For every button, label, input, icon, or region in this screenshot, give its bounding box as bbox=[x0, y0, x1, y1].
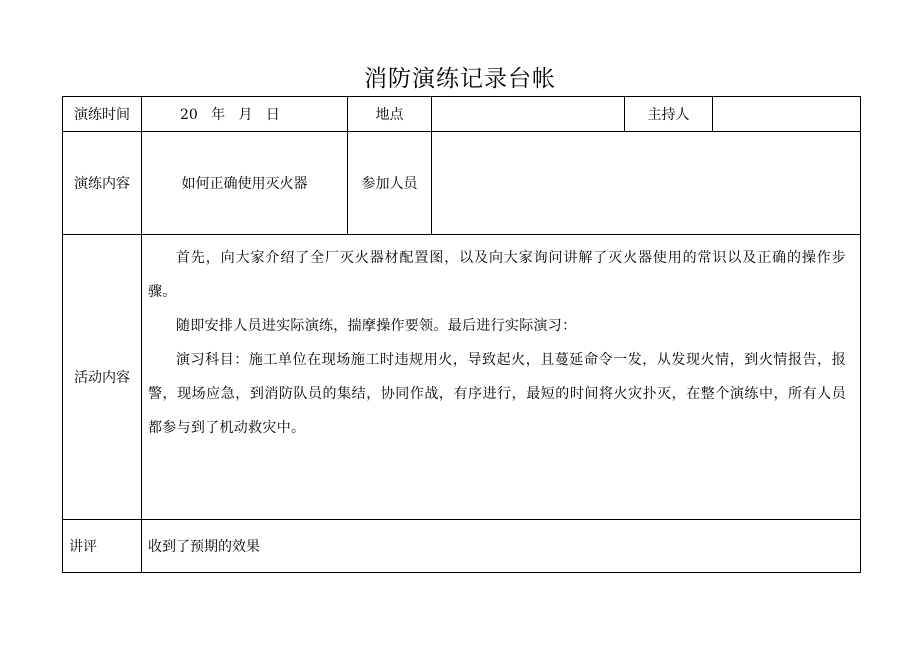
host-label: 主持人 bbox=[625, 97, 713, 132]
activity-paragraph: 演习科目：施工单位在现场施工时违规用火，导致起火，且蔓延命令一发，从发现火情，到火情报告，报警，现场应急，到消防队员的集结，协同作战，有序进行，最短的时间将火灾扑灭，在整个演练中，所有人员都参与到了机动救灾中。 bbox=[148, 352, 846, 436]
drill-record-table bbox=[62, 96, 861, 573]
location-value bbox=[432, 97, 625, 132]
participants-label: 参加人员 bbox=[348, 132, 432, 235]
activity-paragraph: 首先，向大家介绍了全厂灭火器材配置图，以及向大家询问讲解了灭火器使用的常识以及正确的操作步骤。 bbox=[148, 250, 846, 300]
table-row-content bbox=[63, 132, 861, 235]
document-title: 消防演练记录台帐 bbox=[364, 66, 556, 92]
participants-value bbox=[432, 132, 861, 235]
table-row-comment bbox=[63, 520, 861, 573]
table-row-activity bbox=[63, 235, 861, 520]
activity-label: 活动内容 bbox=[63, 235, 142, 520]
drill-content-value: 如何正确使用灭火器 bbox=[142, 132, 348, 235]
time-value: 20 年 月 日 bbox=[142, 97, 348, 132]
time-label: 演练时间 bbox=[63, 97, 142, 132]
comment-label: 讲评 bbox=[63, 520, 142, 573]
table-row-time bbox=[63, 97, 861, 132]
location-label: 地点 bbox=[348, 97, 432, 132]
activity-paragraph: 随即安排人员进实际演练，揣摩操作要领。最后进行实际演习： bbox=[176, 318, 577, 334]
drill-content-label: 演练内容 bbox=[63, 132, 142, 235]
comment-value: 收到了预期的效果 bbox=[142, 520, 861, 573]
host-value bbox=[713, 97, 861, 132]
activity-content bbox=[142, 235, 861, 520]
